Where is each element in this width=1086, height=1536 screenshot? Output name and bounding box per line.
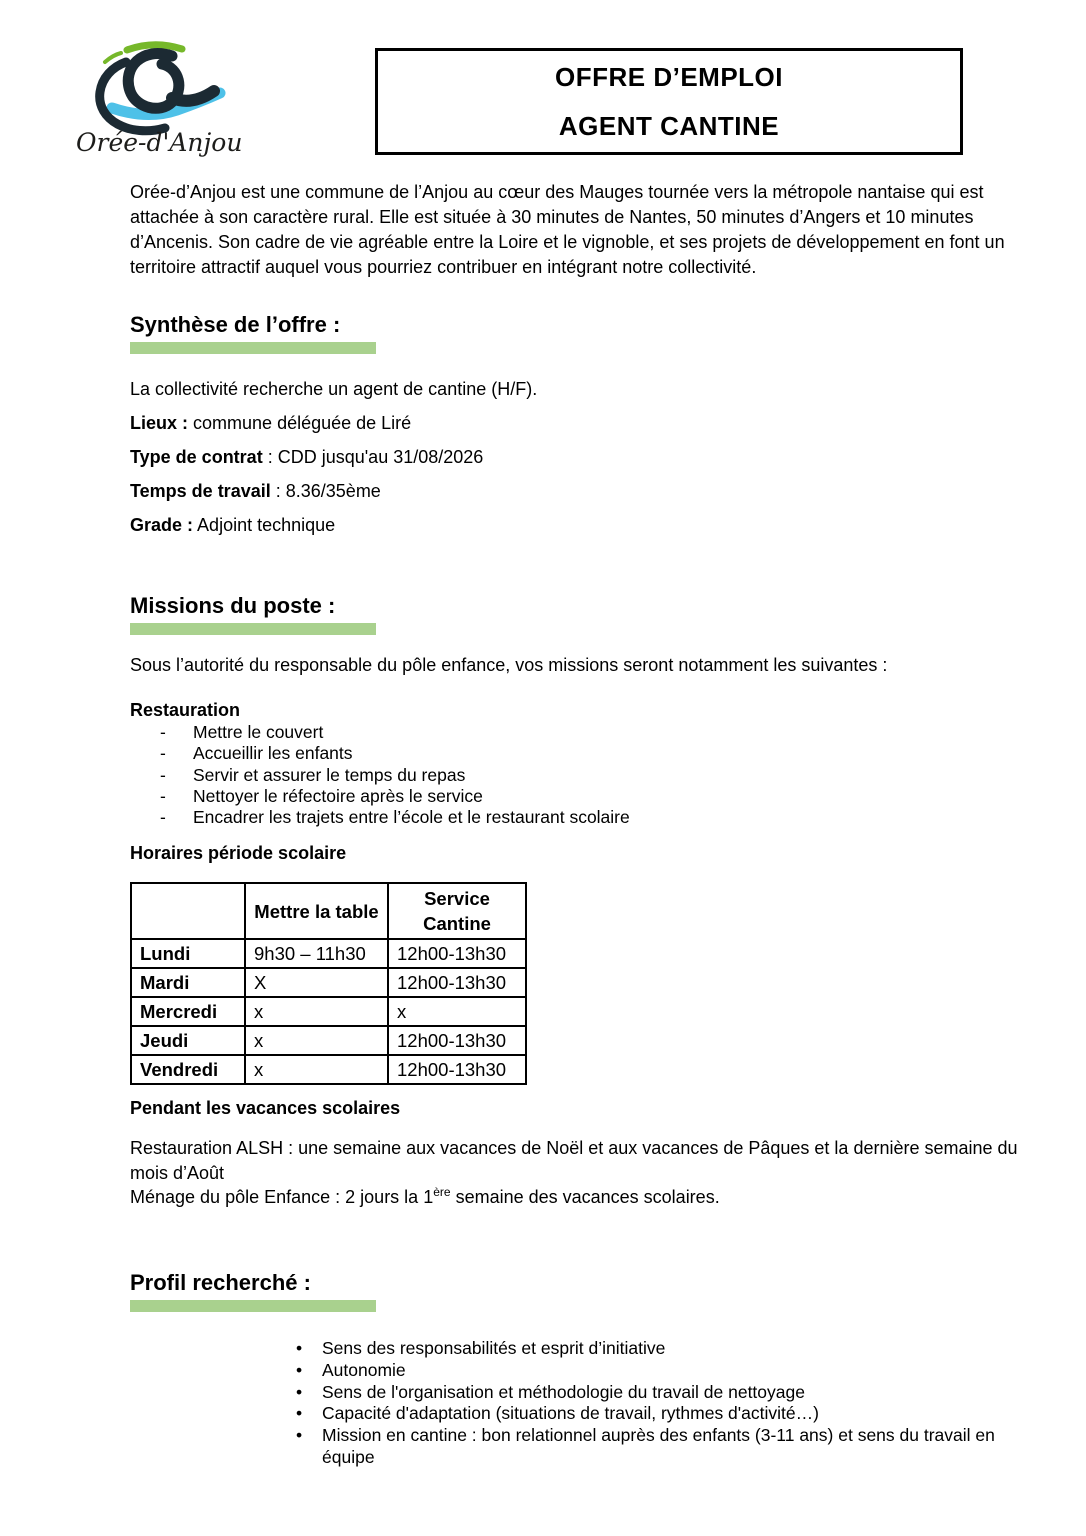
field-lieux-value: commune déléguée de Liré	[193, 413, 412, 433]
vacances-alsh-text: Restauration ALSH : une semaine aux vacances de Noël et aux vacances de Pâques et la dernière semaine du mois d’Août	[130, 1138, 1018, 1183]
field-temps-sep: :	[270, 481, 286, 501]
title-box	[375, 48, 963, 155]
synthese-details	[130, 379, 1022, 549]
list-item-text: Sens de l'organisation et méthodologie du travail de nettoyage	[322, 1381, 805, 1402]
header-mettre-table: Mettre la table	[245, 883, 388, 939]
list-item-text: Capacité d'adaptation (situations de travail, rythmes d'activité…)	[322, 1403, 819, 1424]
vacances-menage-text	[130, 1185, 1022, 1210]
list-item	[287, 1403, 999, 1425]
service-cell: 12h00-13h30	[388, 1055, 526, 1084]
list-item	[160, 765, 1020, 786]
restauration-subtitle: Restauration	[130, 700, 241, 720]
missions-heading: Missions du poste :	[130, 593, 336, 618]
logo-brand-text: Orée-d'Anjou	[76, 128, 243, 157]
list-item	[160, 807, 1020, 828]
table-header-row	[131, 883, 526, 939]
list-item-text: Servir et assurer le temps du repas	[193, 764, 466, 785]
day-cell: Mardi	[131, 968, 245, 997]
document-title-line1: OFFRE D’EMPLOI	[555, 61, 783, 92]
table-row	[131, 997, 526, 1026]
service-cell: 12h00-13h30	[388, 1026, 526, 1055]
field-contrat-value: CDD jusqu'au 31/08/2026	[277, 447, 484, 467]
day-cell: Vendredi	[131, 1055, 245, 1084]
list-item-text: Encadrer les trajets entre l’école et le restaurant scolaire	[193, 807, 630, 828]
service-cell: 12h00-13h30	[388, 939, 526, 968]
list-item	[287, 1338, 999, 1360]
list-item	[287, 1425, 999, 1469]
table-row	[131, 1055, 526, 1084]
table-row	[131, 1026, 526, 1055]
schedule-table	[130, 882, 527, 1085]
list-item-text: Sens des responsabilités et esprit d’initiative	[322, 1338, 666, 1358]
header-service-cantine: Service Cantine	[388, 883, 526, 939]
menage-suffix: semaine des vacances scolaires.	[450, 1187, 720, 1207]
list-item-text: Mission en cantine : bon relationnel auprès des enfants (3-11 ans) et sens du travail en équipe	[322, 1425, 995, 1467]
synthese-green-bar	[130, 342, 376, 354]
synthese-lead: La collectivité recherche un agent de cantine (H/F).	[130, 379, 538, 399]
table-row	[131, 939, 526, 968]
field-grade-label: Grade :	[130, 515, 194, 535]
vacances-paragraph	[130, 1136, 1022, 1210]
header-empty-cell	[131, 883, 245, 939]
profil-list	[287, 1338, 999, 1469]
dash-marker: -	[160, 785, 166, 806]
mettre-cell: X	[245, 968, 388, 997]
field-grade-value: Adjoint technique	[197, 515, 336, 535]
bullet-marker: •	[296, 1381, 303, 1402]
dash-marker: -	[160, 764, 166, 785]
vacances-subtitle: Pendant les vacances scolaires	[130, 1098, 401, 1118]
bullet-marker: •	[296, 1425, 303, 1446]
bullet-marker: •	[296, 1338, 303, 1358]
mettre-cell: x	[245, 1026, 388, 1055]
dash-marker: -	[160, 722, 166, 742]
list-item	[287, 1382, 999, 1404]
menage-prefix: Ménage du pôle Enfance : 2 jours la 1	[130, 1187, 434, 1207]
profil-green-bar	[130, 1300, 376, 1312]
list-item	[287, 1360, 999, 1382]
menage-superscript: ère	[433, 1185, 451, 1199]
field-contrat	[130, 447, 1022, 468]
bullet-marker: •	[296, 1403, 303, 1424]
field-lieux	[130, 413, 1022, 434]
day-cell: Mercredi	[131, 997, 245, 1026]
mettre-cell: x	[245, 1055, 388, 1084]
field-contrat-label: Type de contrat	[130, 447, 263, 467]
intro-paragraph: Orée-d’Anjou est une commune de l’Anjou au cœur des Mauges tournée vers la métropole nantaise qui est attachée à son caractère rural. Elle est située à 30 minutes de Nantes, 50 minutes d’Angers et 10 minutes d’Ancenis. Son cadre de vie agréable entre la Loire et le vignoble, et ses projets de développement en font un territoire attractif auquel vous pourriez contribuer en intégrant notre collectivité.	[130, 182, 1005, 277]
bullet-marker: •	[296, 1359, 303, 1380]
dash-marker: -	[160, 743, 166, 764]
mettre-cell: 9h30 – 11h30	[245, 939, 388, 968]
field-lieux-label: Lieux :	[130, 413, 189, 433]
list-item-text: Nettoyer le réfectoire après le service	[193, 785, 483, 806]
day-cell: Lundi	[131, 939, 245, 968]
list-item	[160, 743, 1020, 764]
field-contrat-sep: :	[262, 447, 278, 467]
missions-green-bar	[130, 623, 376, 635]
horaires-subtitle: Horaires période scolaire	[130, 843, 347, 863]
missions-lead: Sous l’autorité du responsable du pôle enfance, vos missions seront notamment les suivantes :	[130, 655, 888, 675]
profil-heading: Profil recherché :	[130, 1270, 311, 1295]
field-temps-value: 8.36/35ème	[285, 481, 381, 501]
restauration-list	[160, 722, 1020, 828]
synthese-heading: Synthèse de l’offre :	[130, 312, 341, 337]
field-temps	[130, 481, 1022, 502]
document-title-line2: AGENT CANTINE	[558, 110, 780, 141]
list-item-text: Autonomie	[322, 1359, 406, 1380]
service-cell: x	[388, 997, 526, 1026]
mettre-cell: x	[245, 997, 388, 1026]
table-row	[131, 968, 526, 997]
dash-marker: -	[160, 807, 166, 828]
oree-danjou-logo	[72, 36, 243, 166]
list-item-text: Mettre le couvert	[193, 722, 324, 742]
service-cell: 12h00-13h30	[388, 968, 526, 997]
list-item	[160, 722, 1020, 743]
day-cell: Jeudi	[131, 1026, 245, 1055]
list-item	[160, 786, 1020, 807]
oree-danjou-logo-icon	[72, 36, 232, 136]
field-grade	[130, 515, 1022, 536]
list-item-text: Accueillir les enfants	[193, 743, 353, 764]
field-temps-label: Temps de travail	[130, 481, 271, 501]
